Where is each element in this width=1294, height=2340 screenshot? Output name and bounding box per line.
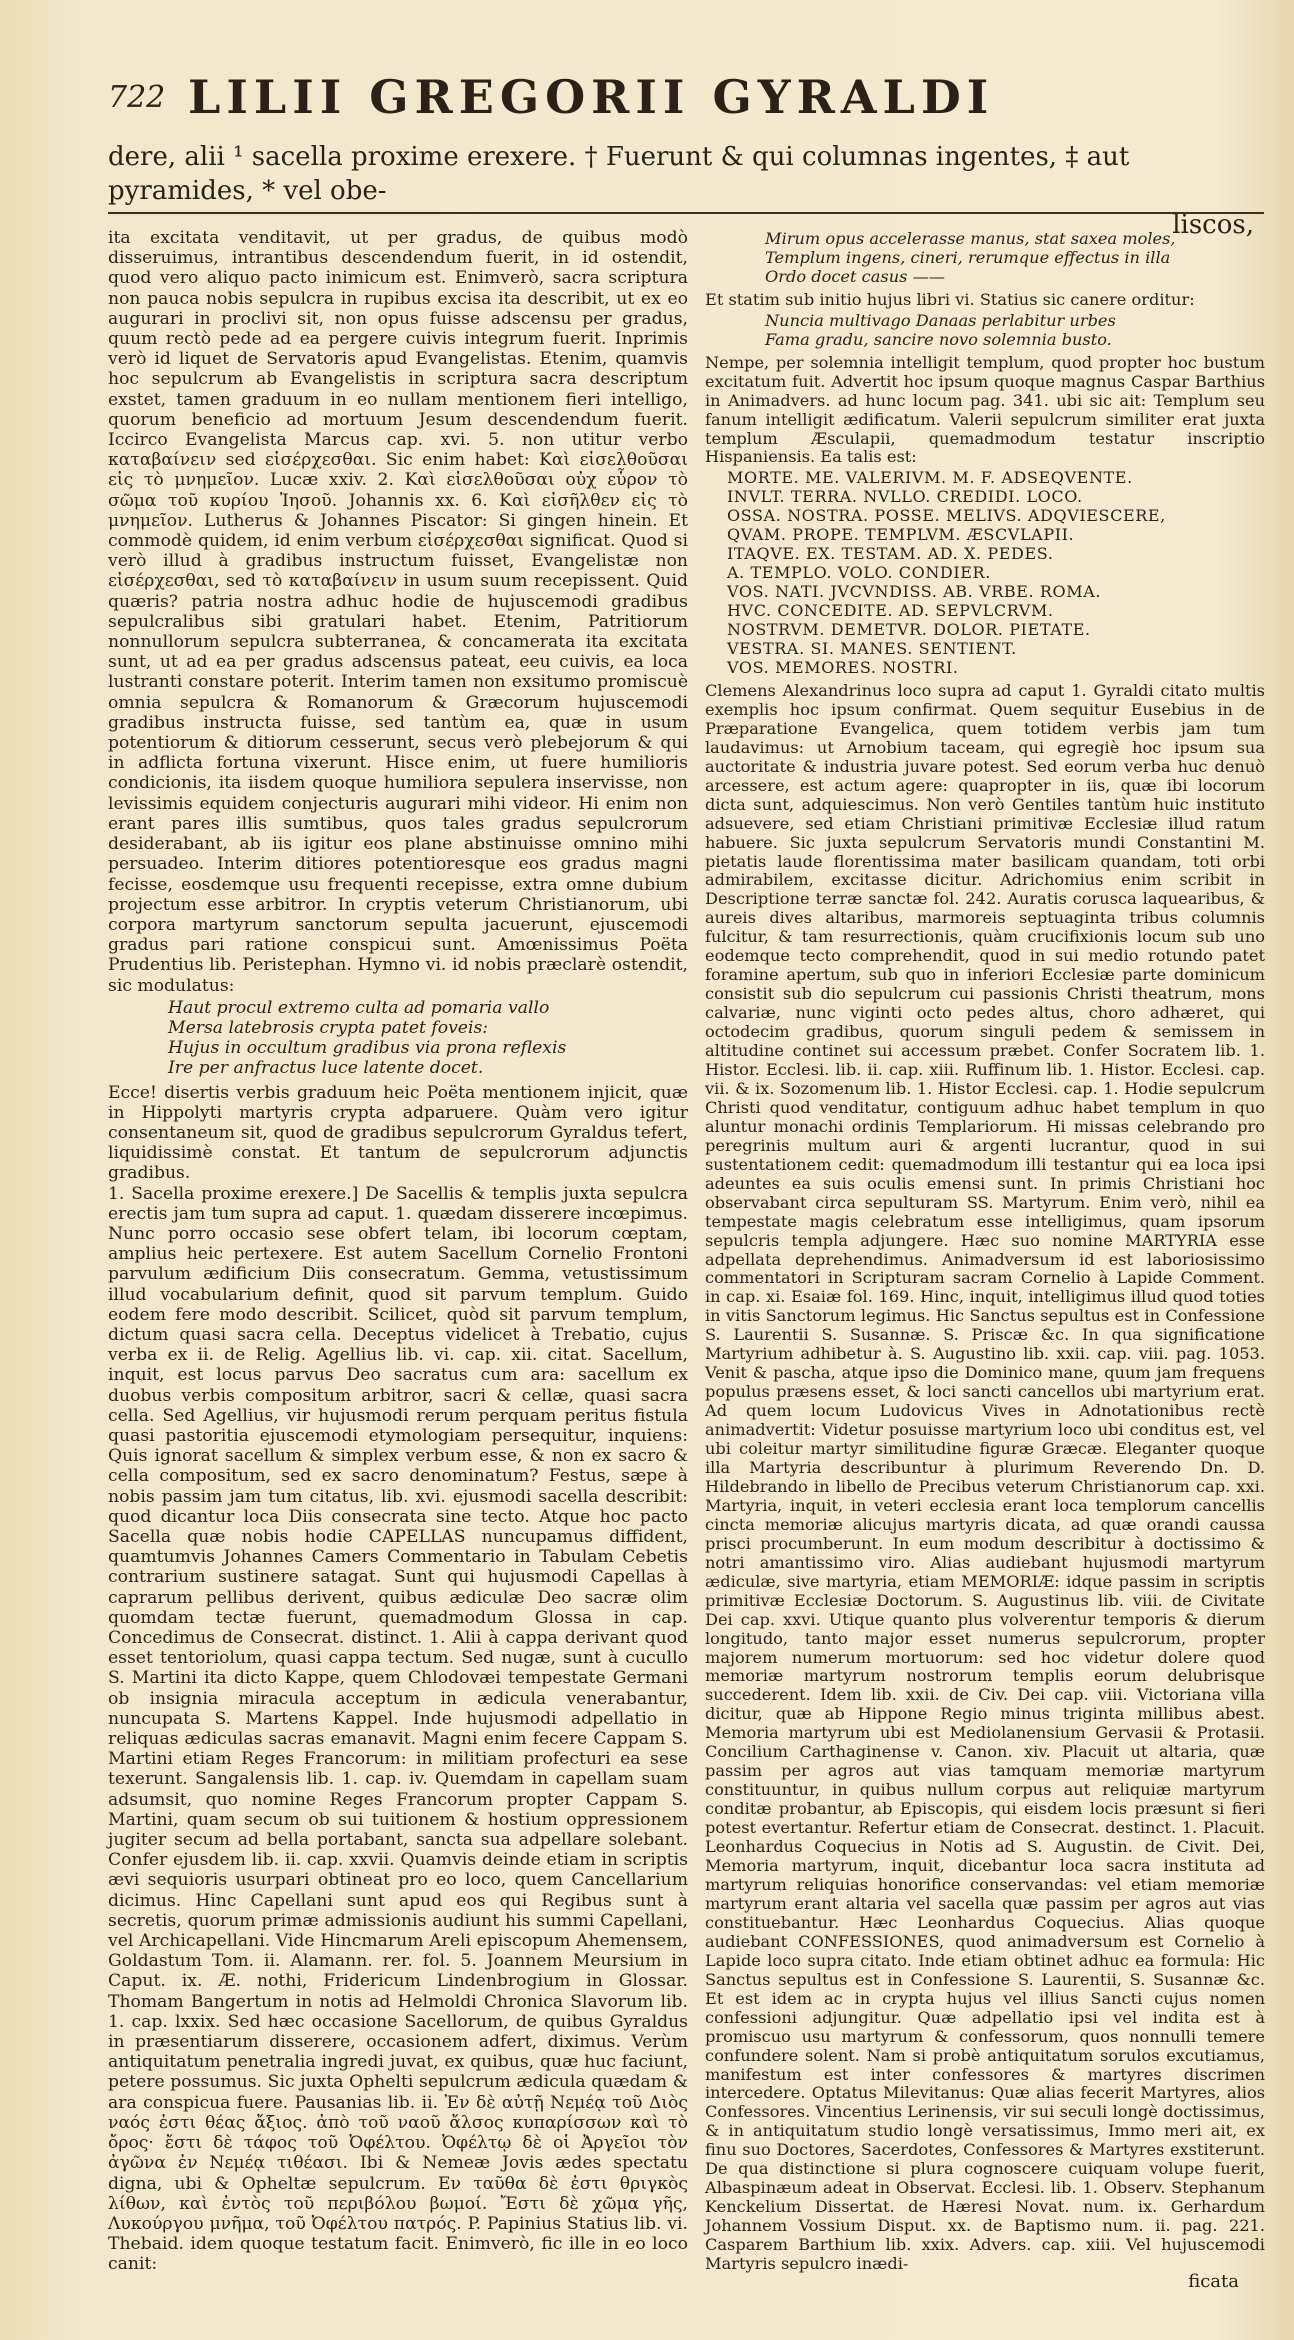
header-rule: [108, 212, 1264, 214]
running-title: LILII GREGORII GYRALDI: [188, 70, 995, 124]
verse-line: Ordo docet casus ——: [765, 266, 945, 286]
right-paragraph-2: Nempe, per solemnia intelligit templum, quod propter hoc bustum excitatum fuit. Advertit hoc ipsum quoque magnus Caspar Barthius in Animadvers. ad hunc locum pag. 341. ubi sic ait: Templum seu fanum intelligit ædificatum. Valerii sepulcrum similiter erat juxta templum Æsculapii, quemadmodum testatur inscriptio Hispaniensis. Ea talis est:: [705, 352, 1265, 467]
statius-verse-1: [765, 230, 1265, 287]
hispanic-inscription: [727, 469, 1265, 677]
verse-line: Mersa latebrosis crypta patet foveis:: [168, 1017, 489, 1038]
inscription-line: A. TEMPLO. VOLO. CONDIER.: [727, 563, 991, 583]
intro-line-1: dere, alii ¹ sacella proxime erexere. † Fuerunt & qui columnas ingentes, ‡ aut pyramides, * vel obe-: [108, 142, 1130, 206]
right-paragraph-3: Clemens Alexandrinus loco supra ad caput 1. Gyraldi citato multis exemplis hoc ipsum confirmat. Quem sequitur Eusebius in de Præparatione Evangelica, quem totidem verbis jam tum laudavimus: ut Arnobium taceam, qui egregiè hoc ipsum sua auctoritate & industria juvare potest. Sed eorum verba huc denuò arcessere, est actum agere: quapropter in iis, quæ ibi locorum dicta sunt, adquiescimus. Non verò Gentiles tantùm huic instituto adsuevere, sed etiam Christiani primitivæ Ecclesiæ illud ratum habuere. Sic juxta sepulcrum Servatoris mundi Constantini M. pietatis laude florentissima mater basilicam quandam, toti orbi admirabilem, excitasse dicitur. Adrichomius enim scribit in Descriptione terræ sanctæ fol. 242. Auratis corusca laquearibus, & aureis dives altaribus, marmoreis septuaginta tribus columnis fulcitur, & tam resurrectionis, quàm crucifixionis locum sub uno eodemque tecto comprehendit, quod in sui medio rotundo patet foramine apertum, sub quo in inferiori Ecclesiæ parte dominicum consistit sub dio sepulcrum cui passionis Christi theatrum, mons calvariæ, nunc viginti octo pedes altus, choro adhæret, qui octodecim gradibus, quorum singuli pedem & semissem in altitudine continet sui accessum præbet. Confer Socratem lib. 1. Histor. Ecclesi. lib. ii. cap. xiii. Ruffinum lib. 1. Histor. Ecclesi. cap. vii. & ix. Sozomenum lib. 1. Histor Ecclesi. cap. 1. Hodie sepulcrum Christi quod venditatur, contiguum adhuc habet templum in quo aluntur monachi ordinis Templariorum. Hi missas celebrando pro peregrinis multum auri & argenti lucrantur, quod in sui sustentationem cedit: quemadmodum illi testantur qui ea loca ipsi adeuntes ea suis oculis emensi sunt. In primis Christiani hoc observabant circa sepulturam SS. Martyrum. Enim verò, nihil ea tempestate magis celebratum esse intelligimus, quam ipsorum sepulcris templa adjungere. Hæc suo nomine MARTYRIA esse adpellata deprehendimus. Animadversum id est laboriosissimo commentatori in Scripturam sacram Cornelio à Lapide Comment. in cap. xi. Esaiæ fol. 169. Hinc, inquit, intelligimus illud quod toties in vitis Sanctorum legimus. Hic Sanctus sepultus est in Confessione S. Laurentii S. Susannæ. S. Priscæ &c. In qua significatione Martyrium adhibetur à. S. Augustino lib. xxii. cap. viii. pag. 1053. Venit & pascha, atque ipso die Dominico mane, quum jam frequens populus præsens esset, & loci sancti cancellos ubi martyrium erat. Ad quem locum Ludovicus Vives in Adnotationibus rectè animadvertit: Videtur posuisse martyrium loco ubi conditus est, vel ubi coleitur martyr similitudine figuræ Græcæ. Eleganter quoque illa Martyria describuntur à plurimum Reverendo Dn. D. Hildebrando in libello de Precibus veterum Christianorum cap. xxi. Martyria, inquit, in veteri ecclesia erant loca templorum cancellis cincta memoriæ alicujus martyris dicata, ad quæ orandi caussa prisci procumberunt. In eum modum describitur à doctissimo & notri amantissimo viro. Alias audiebant hujusmodi martyrum ædiculæ, sive martyria, etiam MEMORIÆ: idque passim in scriptis primitivæ Ecclesiæ Doctorum. S. Augustinus lib. viii. de Civitate Dei cap. xxvi. Utique quanto plus volverentur temporis & dierum longitudo, tanto major esset numerus sepulcrorum, propter majorem numerum mortuorum: sed hoc videtur dolere quod memoriæ martyrum nostrorum templis eorum delubrisque succederent. Idem lib. xxii. de Civ. Dei cap. viii. Victoriana villa dicitur, quæ ab Hippone Regio minus triginta millibus abest. Memoria martyrum ubi est Mediolanensium Gervasii & Protasii. Concilium Carthaginense v. Canon. xiv. Placuit ut altaria, quæ passim per agros aut vias tamquam memoriæ martyrum constituuntur, in quibus nullum corpus aut reliquiæ martyrum conditæ probantur, ab Episcopis, qui eisdem locis præsunt si fieri potest evertantur. Refertur etiam de Consecrat. destinct. 1. Placuit. Leonhardus Coquecius in Notis ad S. Augustin. de Civit. Dei, Memoria martyrum, inquit, dicebantur loca sacra instituta ad martyrum reliquias honorifice conservandas: vel etiam memoriæ martyrum erant altaria vel sacella quæ passim per agros aut vias constituebantur. Hæc Leonhardus Coquecius. Alias quoque audiebant CONFESSIONES, quod animadversum est Cornelio à Lapide loco supra citato. Inde etiam obtinet adhuc ea formula: Hic Sanctus sepultus est in Confessione S. Laurentii, S. Susannæ &c. Et est idem ac in crypta hujus vel illius Sancti cujus nomen confessioni adjungitur. Quæ adpellatio ipsi vel indita est à promiscuo usu martyrum & confessorum, quos nonnulli temere confundere solent. Nam si probè antiquitatum sorulos excutiamus, manifestum est inter confessores & martyres discrimen intercedere. Optatus Milevitanus: Quæ alias fecerit Martyres, alios Confessores. Vincentius Lerinensis, vir sui seculi longè doctissimus, & in antiquitatum studio longè versatissimus, Immo meri ait, ex finu suo Doctores, Sacerdotes, Confessores & Martyres exstiterunt. De qua distinctione si plura cognoscere cuiquam volupe fuerit, Albaspinæum adeat in Observat. Ecclesi. lib. 1. Observ. Stephanum Kenckelium Dissertat. de Hæresi Novat. num. ix. Gerhardum Johannem Vossium Disput. xx. de Baptismo num. ii. pag. 221. Casparem Barthium lib. xxix. Advers. cap. xiii. Vel hujuscemodi Martyris sepulcro inædi-: [705, 680, 1265, 2274]
verse-line: Nuncia multivago Danaas perlabitur urbes: [765, 310, 1116, 330]
verse-line: Haut procul extremo culta ad pomaria vallo: [168, 997, 550, 1018]
page-number: 722: [108, 80, 166, 115]
inscription-line: NOSTRVM. DEMETVR. DOLOR. PIETATE.: [727, 620, 1091, 640]
verse-line: Fama gradu, sancire novo solemnia busto.: [765, 329, 1112, 349]
verse-line: Mirum opus accelerasse manus, stat saxea moles,: [765, 229, 1176, 248]
inscription-line: QVAM. PROPE. TEMPLVM. ÆSCVLAPII.: [727, 525, 1075, 545]
statius-verse-2: [765, 312, 1265, 350]
prudentius-verse: [168, 998, 688, 1079]
inscription-line: VOS. NATI. JVCVNDISS. AB. VRBE. ROMA.: [727, 582, 1102, 602]
inscription-line: MORTE. ME. VALERIVM. M. F. ADSEQVENTE.: [727, 468, 1133, 488]
inscription-line: OSSA. NOSTRA. POSSE. MELIVS. ADQVIESCERE,: [727, 506, 1166, 526]
catchword: ficata: [1188, 2271, 1239, 2292]
inscription-line: VESTRA. SI. MANES. SENTIENT.: [727, 639, 1017, 659]
intro-line-2: liscos,: [1172, 210, 1254, 240]
left-paragraph-3: 1. Sacella proxime erexere.] De Sacellis & templis juxta sepulcra erectis jam tum supra ad caput. 1. quædam disserere incœpimus. Nunc porro occasio sese obfert telam, ibi locorum cœptam, amplius heic pertexere. Est autem Sacellum Cornelio Frontoni parvulum ædificium Diis consecratum. Gemma, vetustissimum illud vocabularium definit, quod sit parvum templum. Guido eodem fere modo describit. Scilicet, quòd sit parvum templum, dictum quasi sacra cella. Deceptus videlicet à Trebatio, cujus verba ex ii. de Relig. Agellius lib. vi. cap. xii. citat. Sacellum, inquit, est locus parvus Deo sacratus cum ara: sacellum ex duobus verbis compositum arbitror, sacri & cellæ, quasi sacra cella. Sed Agellius, vir hujusmodi rerum perquam peritus fistula quasi pastoritia ejuscemodi etymologiam persequitur, inquiens: Quis ignorat sacellum & simplex verbum esse, & non ex sacro & cella compositum, sed ex sacro denominatum? Festus, sæpe à nobis passim jam tum citatus, lib. xvi. ejusmodi sacella describit: quod dicantur loca Diis consecrata sine tecto. Atque hoc pacto Sacella quæ nobis hodie CAPELLAS nuncupamus diffident, quamtumvis Johannes Camers Commentario in Tabulam Cebetis contrarium sustinere satagat. Sunt qui hujusmodi Capellas à caprarum pellibus derivent, quibus ædiculæ Deo sacræ olim quomdam tectæ fuerunt, quemadmodum Glossa in cap. Concedimus de Consecrat. distinct. 1. Alii à cappa derivant quod esset tentoriolum, quasi cappa tectum. Sed nugæ, sunt à cucullo S. Martini ita dicto Kappe, quem Chlodovæi tempestate Germani ob insignia miracula acceptum in ædicula venerabantur, nuncupata S. Martens Kappel. Inde hujusmodi adpellatio in reliquas ædiculas sacras emanavit. Magni enim fecere Cappam S. Martini etiam Reges Francorum: in militiam profecturi ea sese texerunt. Sangalensis lib. 1. cap. iv. Quemdam in capellam suam adsumsit, quo nomine Reges Francorum propter Cappam S. Martini, quam secum ob sui tuitionem & hostium oppressionem jugiter secum ad bella portabant, sancta sua adpellare solebant. Confer ejusdem lib. ii. cap. xxvii. Quamvis deinde etiam in scriptis ævi sequioris usurpari obtineat pro eo loco, quem Cancellarium dicimus. Hinc Capellani sunt apud eos qui Regibus sunt à secretis, quorum primæ admissionis audiunt his summi Capellani, vel Archicapellani. Vide Hincmarum Areli episcopum Ahemensem, Goldastum Tom. ii. Alamann. rer. fol. 5. Joannem Meursium in Caput. ix. Æ. nothi, Fridericum Lindenbrogium in Glossar. Thomam Bangertum in notis ad Helmoldi Chronica Slavorum lib. 1. cap. lxxix. Sed hæc occasione Sacellorum, de quibus Gyraldus in præsentiarum disserere, occasionem adfert, diximus. Verùm antiquitatum penetralia ingredi juvat, ex quibus, quæ huc faciunt, petere possumus. Sic juxta Ophelti sepulcrum ædicula quædam & ara conspicua fuere. Pausanias lib. ii. Ἐν δὲ αὐτῇ Νεμέᾳ τοῦ Διὸς ναός ἐστι θέας ἄξιος. ἀπὸ τοῦ ναοῦ ἄλσος κυπαρίσσων καὶ τὸ ὄρος· ἔστι δὲ τάφος τοῦ Ὀφέλτου. Ὀφέλτῳ δὲ οἱ Ἀργεῖοι τὸν ἀγῶνα ἐν Νεμέᾳ τιθέασι. Ibi & Nemeæ Jovis ædes spectatu digna, ubi & Opheltæ sepulcrum. Εν ταῦθα δὲ ἐστι θριγκὸς λίθων, καὶ ἐντὸς τοῦ περιβόλου βωμοί. Ἔστι δὲ χῶμα γῆς, Λυκούργου μνῆμα, τοῦ Ὀφέλτου πατρός. P. Papinius Statius lib. vi. Thebaid. idem quoque testatum facit. Enimverò, fic ille in eo loco canit:: [108, 1183, 688, 2275]
right-column: [705, 228, 1265, 2274]
inscription-line: INVLT. TERRA. NVLLO. CREDIDI. LOCO.: [727, 487, 1083, 507]
inscription-line: ITAQVE. EX. TESTAM. AD. X. PEDES.: [727, 544, 1054, 564]
left-paragraph-2: Ecce! disertis verbis graduum heic Poëta mentionem injicit, quæ in Hippolyti martyris crypta adparuere. Quàm vero igitur consentaneum sit, quod de gradibus sepulcrorum Gyraldus tefert, liquidissimè constat. Et tantum de sepulcrorum adjunctis gradibus.: [108, 1082, 688, 1184]
inscription-line: VOS. MEMORES. NOSTRI.: [727, 657, 959, 677]
inscription-line: HVC. CONCEDITE. AD. SEPVLCRVM.: [727, 601, 1054, 621]
left-paragraph-1: ita excitata venditavit, ut per gradus, de quibus modò disseruimus, intrantibus descendendum fuerit, in id ostendit, quod vero aliquo pacto inimicum est. Enimverò, sacra scriptura non pauca nobis sepulcra in rupibus excisa ita describit, ut ex eo augurari in proclivi sit, non opus fuisse adscensu per gradus, quum rectò pede ad ea pergere cuivis integrum fuerit. Inprimis verò id liquet de Servatoris apud Evangelistas. Etenim, quamvis hoc sepulcrum ab Evangelistis in scriptura sacra descriptum exstet, tamen graduum in eo nullam mentionem fieri intelligo, quorum beneficio ad mortuum Jesum descendendum fuerit. Iccirco Evangelista Marcus cap. xvi. 5. non utitur verbo καταβαίνειν sed εἰσέρχεσθαι. Sic enim habet: Καὶ εἰσελθοῦσαι εἰς τὸ μνημεῖον. Lucæ xxiv. 2. Καὶ εἰσελθοῦσαι οὐχ εὗρον τὸ σῶμα τοῦ κυρίου Ἰησοῦ. Johannis xx. 6. Καὶ εἰσῆλθεν εἰς τὸ μνημεῖον. Lutherus & Johannes Piscator: Si gingen hinein. Et commodè quidem, id enim verbum εἰσέρχεσθαι significat. Quod si verò illud à gradibus instructum fuisset, Evangelistæ non εἰσέρχεσθαι, sed τὸ καταβαίνειν in usum suum recepissent. Quid quæris? patria nostra adhuc hodie de hujuscemodi gradibus sepulcralibus sibi gratulari habet. Etenim, Patritiorum nonnullorum sepulcra subterranea, & concamerata ita excitata sunt, ut ad ea per gradus adscensus pateat, eeu cuivis, ea loca lustranti constare poterit. Interim tamen non exsitumo promiscuè omnia sepulcra & Romanorum & Græcorum hujuscemodi gradibus instructa fuisse, sed tantùm ea, quæ in usum potentiorum & ditiorum cesserunt, secus verò plebejorum & qui in adflicta fortuna vixerunt. Hisce enim, ut fuere humilioris condicionis, ita iisdem quoque humiliora sepulera inservisse, non levissimis equidem conjecturis augurari mihi videor. Hi enim non erant pares illis sumtibus, quos tales gradus sepulcrorum desiderabant, ab iis igitur eos plane abstinuisse omnino mihi persuadeo. Interim ditiores potentioresque eos gradus magni fecisse, eosdemque usu frequenti recepisse, extra omne dubium projectum esse arbitror. In cryptis veterum Christianorum, ubi corpora martyrum sanctorum sepulta jacuerunt, ejuscemodi gradus pari ratione conspicui sunt. Amœnissimus Poëta Prudentius lib. Peristephan. Hymno vi. id nobis præclarè ostendit, sic modulatus:: [108, 228, 688, 996]
right-paragraph-1: Et statim sub initio hujus libri vi. Statius sic canere orditur:: [705, 289, 1195, 309]
intro-text: [108, 140, 1254, 242]
verse-line: Ire per anfractus luce latente docet.: [168, 1058, 484, 1079]
page-header: [108, 70, 1254, 130]
verse-line: Hujus in occultum gradibus via prona reflexis: [168, 1038, 567, 1059]
left-column: [108, 228, 688, 2275]
verse-line: Templum ingens, cineri, rerumque effectus in illa: [765, 247, 1171, 267]
